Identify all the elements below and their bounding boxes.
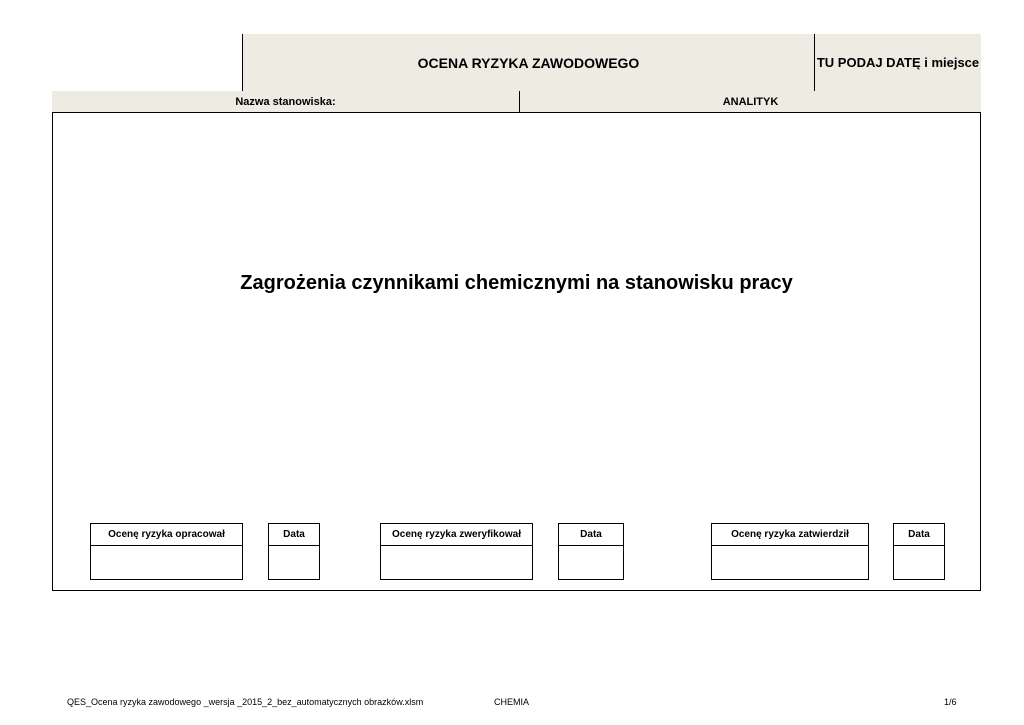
footer-page-number: 1/6 [944,697,957,707]
date-place-cell [815,34,981,91]
footer-filename: QES_Ocena ryzyka zawodowego _wersja _2015_2_bez_automatycznych obrazków.xlsm [67,697,424,707]
document-frame [52,34,981,591]
main-title: Zagrożenia czynnikami chemicznymi na stanowisku pracy [240,272,793,294]
document-title-cell [243,34,815,91]
signature-field-verified[interactable] [380,546,533,580]
document-title: OCENA RYZYKA ZAWODOWEGO [417,54,640,71]
signature-label-prepared: Ocenę ryzyka opracował [90,523,243,546]
signature-field-date-2[interactable] [558,546,624,580]
date-place-text: TU PODAJ DATĘ i miejsce [816,55,980,70]
position-value: ANALITYK [722,95,779,108]
position-label-cell [52,91,520,113]
signature-label-date-1: Data [268,523,320,546]
signature-field-prepared[interactable] [90,546,243,580]
signature-label-date-2: Data [558,523,624,546]
position-value-cell [520,91,981,113]
signature-label-date-3: Data [893,523,945,546]
signature-field-date-3[interactable] [893,546,945,580]
position-label: Nazwa stanowiska: [235,95,336,108]
signature-label-approved: Ocenę ryzyka zatwierdził [711,523,869,546]
signature-field-approved[interactable] [711,546,869,580]
logo-cell [52,34,243,91]
signature-field-date-1[interactable] [268,546,320,580]
signature-label-verified: Ocenę ryzyka zweryfikował [380,523,533,546]
footer-sheet-name: CHEMIA [494,697,530,707]
